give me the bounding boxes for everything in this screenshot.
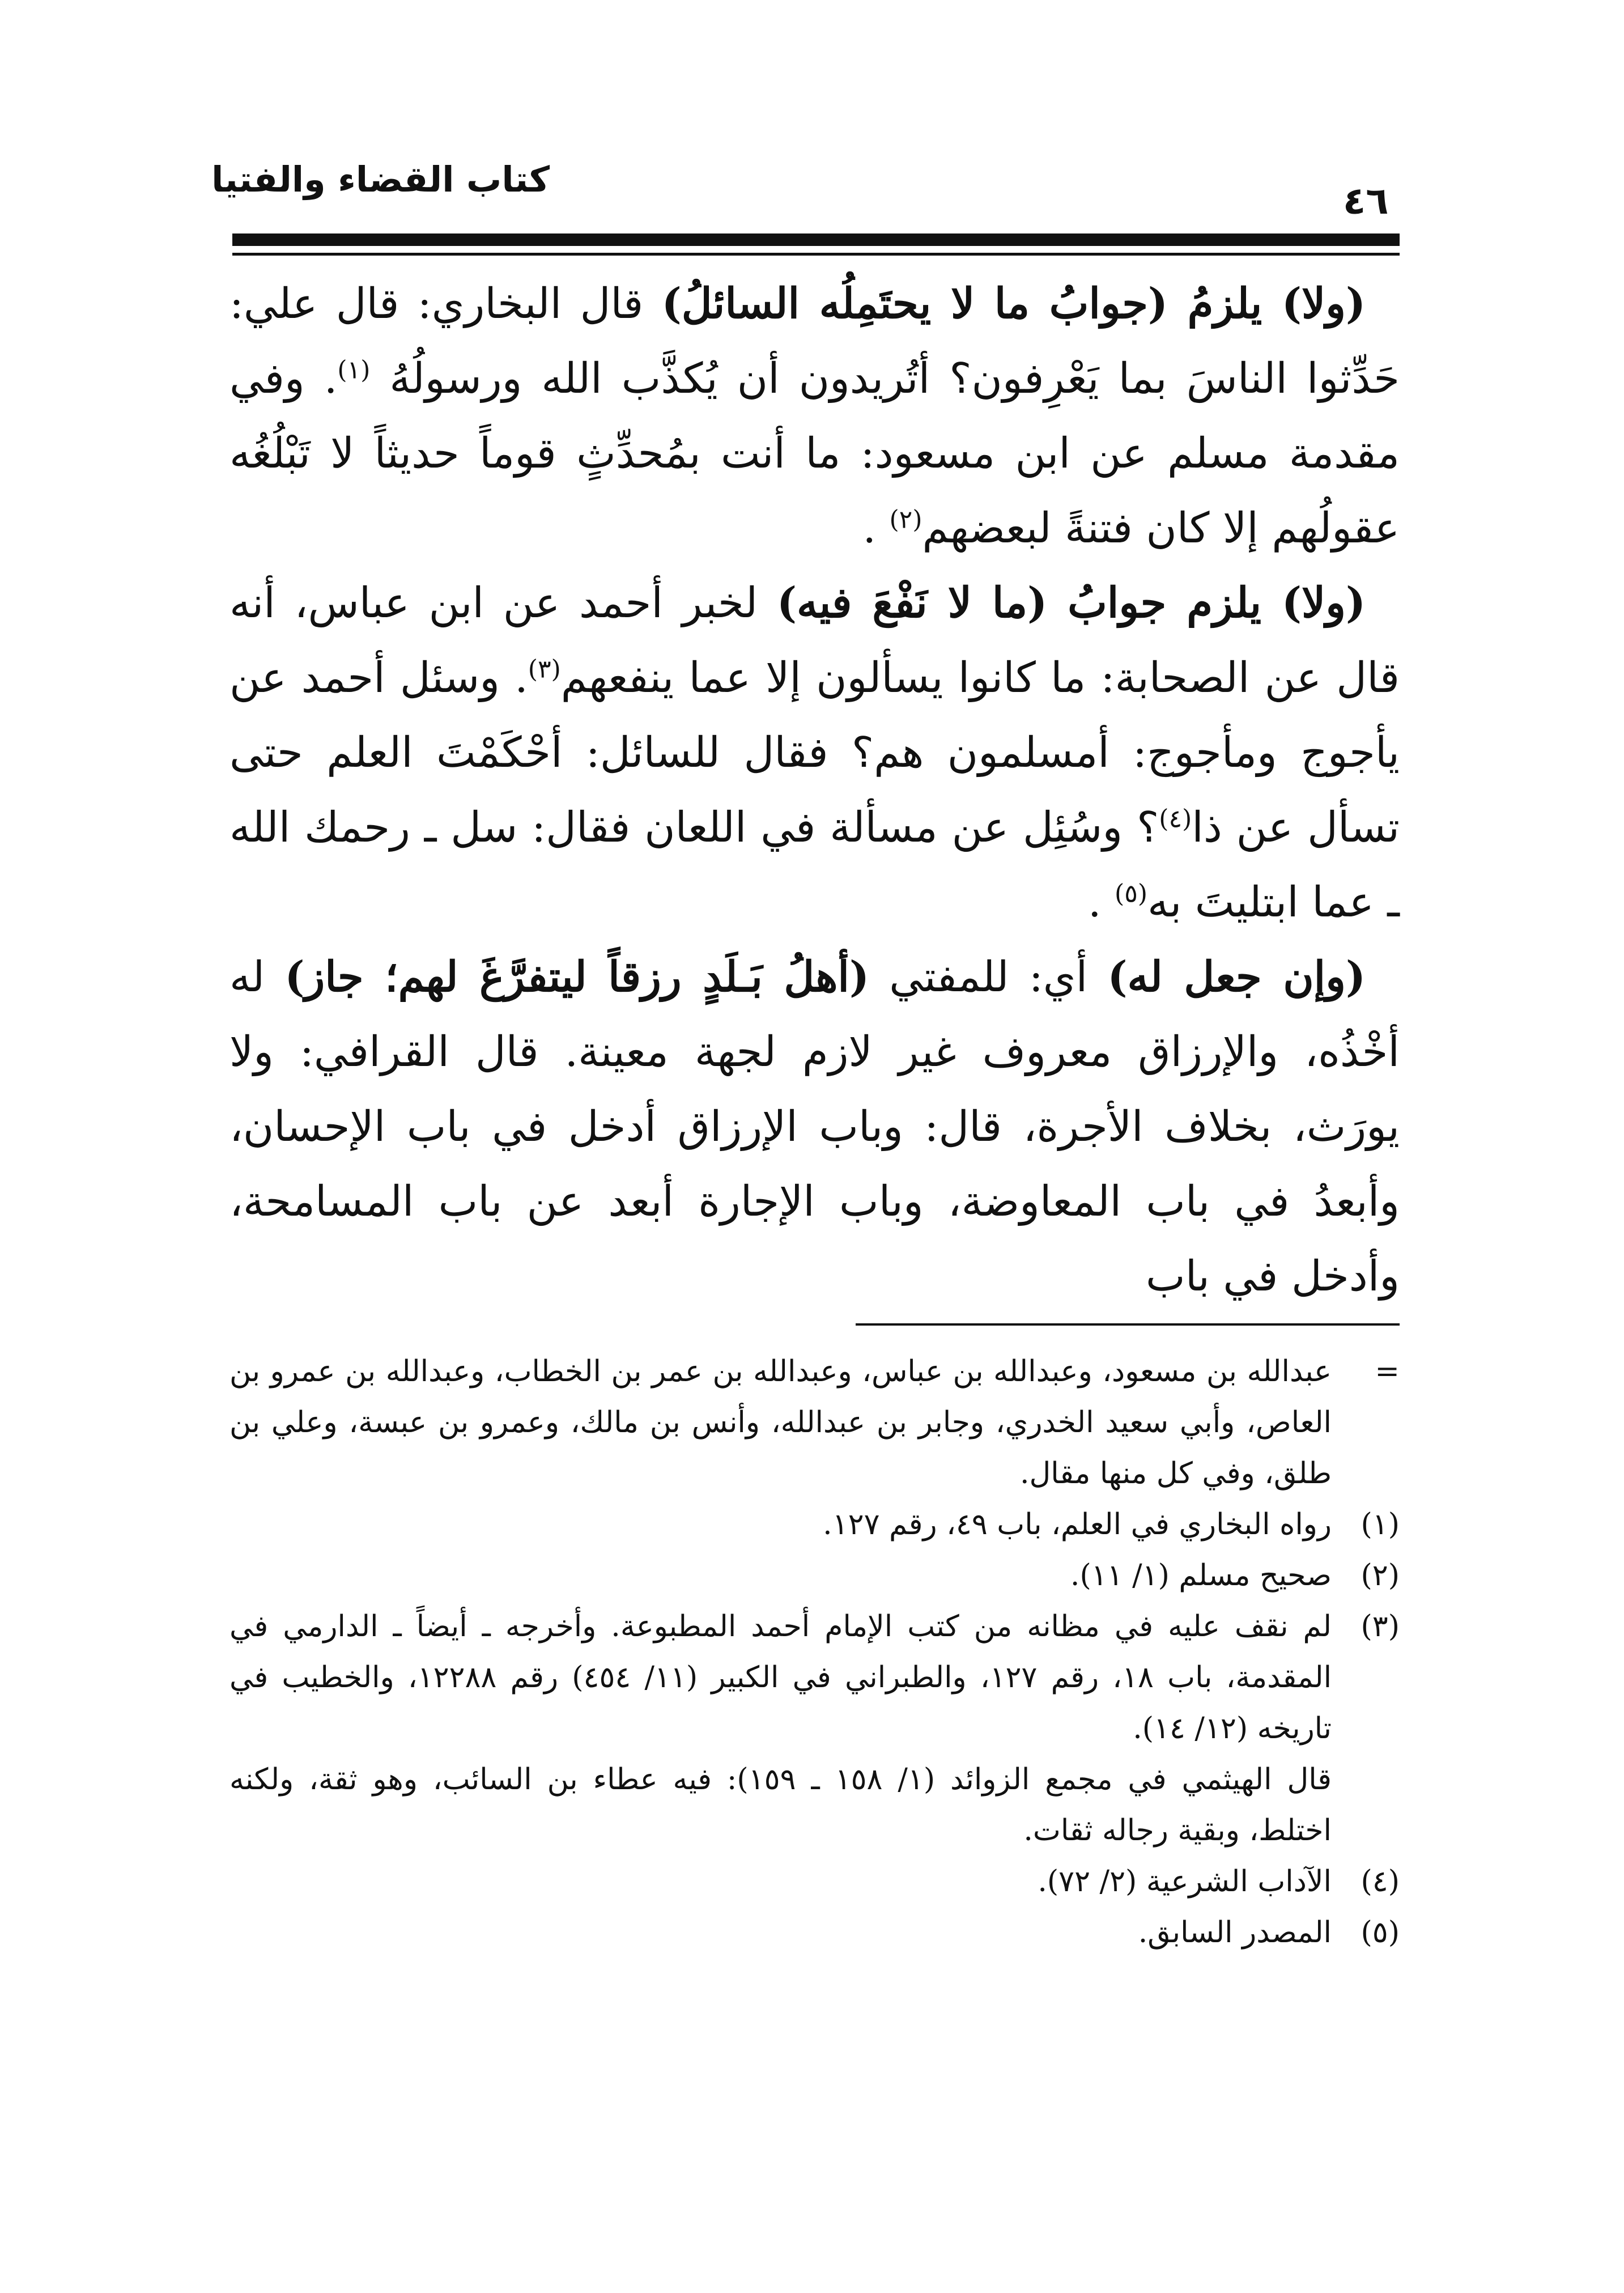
paragraph-text: قال البخاري: قال علي: حَدِّثوا الناسَ بما يَعْرِفون؟ أتُريدون أن يُكذَّب الله ورسولُهُ: [229, 279, 1400, 403]
main-text: [229, 266, 1400, 1314]
footnote-marker: (١): [1361, 1508, 1400, 1542]
footnote-ref[interactable]: (٣): [528, 655, 561, 684]
footnote-3: [229, 1601, 1400, 1754]
paragraph-text: أي: للمفتي: [869, 953, 1108, 1001]
footnote-text: المصدر السابق.: [1138, 1916, 1332, 1950]
footnote-ref[interactable]: (٤): [1159, 804, 1192, 834]
footnote-ref[interactable]: (١): [337, 355, 371, 385]
footnote-marker: (٣): [1361, 1610, 1400, 1644]
footnote-1: [229, 1499, 1400, 1550]
book-title: كتاب القضاء والفتيا: [211, 159, 550, 200]
paragraph-1: [229, 266, 1400, 566]
paragraph-text: . وفي مقدمة مسلم عن ابن مسعود: ما أنت بمُحدِّثٍ قوماً حديثاً لا تَبْلُغُه عقولُهم إلا كان فتنةً لبعضهم: [229, 354, 1400, 553]
footnote-5: [229, 1907, 1400, 1958]
header-rule-thick: [232, 233, 1400, 246]
footnote-ref[interactable]: (٢): [889, 505, 922, 534]
footnote-marker: (٢): [1361, 1559, 1400, 1593]
header-rule-thin: [232, 253, 1400, 256]
footnotes: [229, 1346, 1400, 1958]
footnote-text: رواه البخاري في العلم، باب ٤٩، رقم ١٢٧.: [823, 1508, 1332, 1542]
footnote-text: صحيح مسلم (١/ ١١).: [1070, 1559, 1332, 1593]
footnote-marker: (٥): [1361, 1916, 1400, 1950]
footnote-separator: [856, 1323, 1400, 1326]
footnote-3-continuation: قال الهيثمي في مجمع الزوائد (١/ ١٥٨ ـ ١٥٩): فيه عطاء بن السائب، وهو ثقة، ولكنه اختلط، وبقية رجاله ثقات.: [229, 1763, 1332, 1848]
paragraph-end: .: [862, 504, 890, 553]
bold-lead: (وإن جعل له): [1107, 953, 1366, 1001]
paragraph-2: [229, 566, 1400, 940]
page-number: ٤٦: [1343, 179, 1389, 223]
running-header: [211, 159, 1400, 227]
footnote-text: الآداب الشرعية (٢/ ٧٢).: [1038, 1865, 1332, 1899]
bold-lead: (أهلُ بَـلَدٍ رزقاً ليتفرَّغَ لهم؛ جاز): [284, 953, 869, 1001]
continuation-marker: =: [1375, 1354, 1400, 1388]
footnote-4: [229, 1856, 1400, 1907]
bold-lead: (ولا) يلزمُ (جوابُ ما لا يحتَمِلُه السائلُ): [661, 279, 1366, 328]
footnote-continuation: [229, 1346, 1400, 1499]
footnote-marker: (٤): [1361, 1865, 1400, 1899]
paragraph-text: ؟ وسُئِل عن مسألة في اللعان فقال: سل ـ رحمك الله ـ عما ابتليتَ به: [229, 803, 1400, 927]
paragraph-3: [229, 940, 1400, 1314]
paragraph-text: . وسئل أحمد عن يأجوج ومأجوج: أمسلمون هم؟ فقال للسائل: أحْكَمْتَ العلم حتى تسأل عن ذا: [229, 653, 1400, 852]
footnote-ref[interactable]: (٥): [1115, 879, 1148, 908]
footnote-text: عبدالله بن مسعود، وعبدالله بن عباس، وعبدالله بن عمر بن الخطاب، وعبدالله بن عمرو بن العاص، وأبي سعيد الخدري، وجابر بن عبدالله، وأنس بن مالك، وعمرو بن عبسة، وعلي بن طلق، وفي كل منها مقال.: [229, 1354, 1332, 1491]
footnote-2: [229, 1550, 1400, 1601]
bold-lead: (ولا) يلزم جوابُ (ما لا نَفْعَ فيه): [776, 579, 1366, 627]
paragraph-text: لخبر أحمد عن ابن عباس، أنه قال عن الصحابة: ما كانوا يسألون إلا عما ينفعهم: [229, 579, 1400, 702]
footnote-text: لم نقف عليه في مظانه من كتب الإمام أحمد المطبوعة. وأخرجه ـ أيضاً ـ الدارمي في المقدمة، باب ١٨، رقم ١٢٧، والطبراني في الكبير (١١/ ٤٥٤) رقم ١٢٢٨٨، والخطيب في تاريخه (١٢/ ١٤).: [229, 1610, 1332, 1746]
paragraph-end: .: [1087, 878, 1115, 927]
paragraph-text: له أخْذُه، والإرزاق معروف غير لازم لجهة معينة. قال القرافي: ولا يورَث، بخلاف الأجرة، قال: وباب الإرزاق أدخل في باب الإحسان، وأبعدُ في باب المعاوضة، وباب الإجارة أبعد عن باب المسامحة، وأدخل في باب: [229, 953, 1400, 1301]
